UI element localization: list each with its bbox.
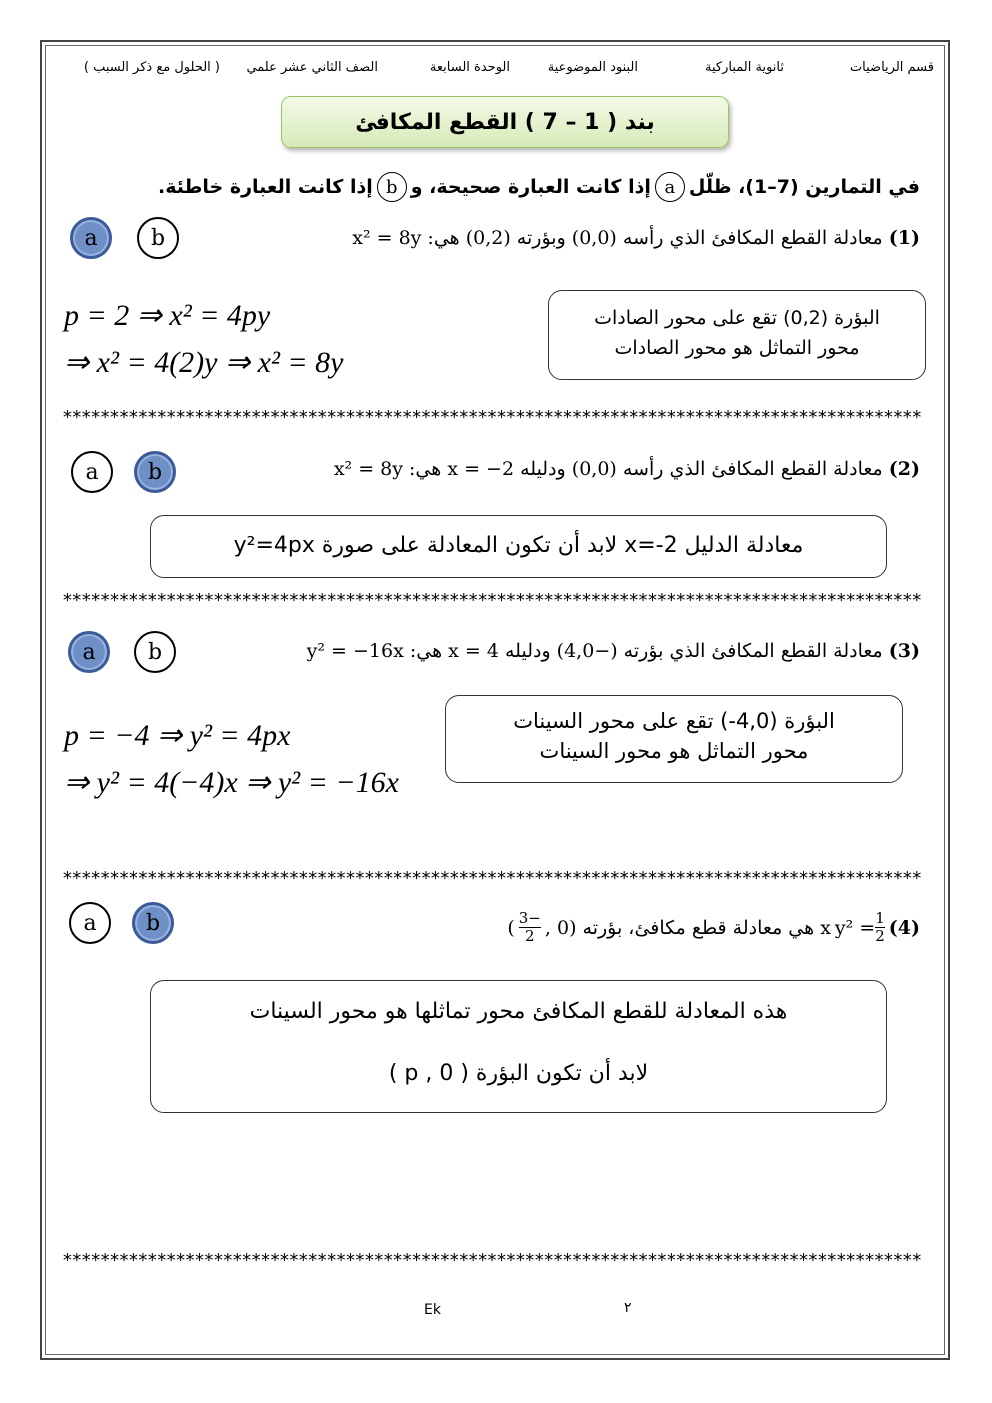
q3-explanation-line2: محور التماثل هو محور السينات — [539, 739, 809, 763]
question-2-statement: معادلة القطع المكافئ الذي رأسه (0,0) ودليله x = −2 هي: x² = 8y — [333, 458, 883, 480]
footer-page-number: ٢ — [624, 1300, 632, 1316]
separator-1: ******************************************************************************************* — [62, 407, 921, 428]
instructions-option-a: a — [655, 172, 685, 202]
q1-option-a[interactable]: a — [70, 217, 112, 259]
question-4-equation — [835, 910, 885, 945]
question-4-statement-mid: x هي معادلة قطع مكافئ، بؤرته (0 , — [544, 916, 831, 939]
header-school: ثانوية المباركية — [705, 60, 784, 75]
q2-option-a[interactable]: a — [71, 451, 113, 493]
q3-explanation-box — [445, 695, 903, 783]
question-4-fraction-num: 1 — [875, 909, 885, 927]
question-3-number: (3) — [888, 640, 920, 662]
question-4-focus-fraction — [519, 910, 541, 945]
q3-work-line1: p = −4 ⇒ y² = 4px — [64, 719, 291, 752]
question-4-focus-den: 2 — [525, 927, 535, 945]
question-4-fraction — [875, 910, 885, 945]
q1-explanation-line1: البؤرة (0,2) تقع على محور الصادات — [594, 307, 880, 329]
question-1 — [352, 227, 920, 249]
header-section-type: البنود الموضوعية — [547, 60, 638, 75]
q2-option-b[interactable]: b — [134, 451, 176, 493]
q1-explanation-box — [548, 290, 926, 380]
instructions-part2: إذا كانت العبارة صحيحة، و — [410, 176, 651, 198]
header-note: ( الحلول مع ذكر السبب ) — [83, 60, 220, 75]
instructions-part3: إذا كانت العبارة خاطئة. — [158, 176, 373, 198]
q1-work-line2: ⇒ x² = 4(2)y ⇒ x² = 8y — [64, 346, 344, 379]
instructions — [158, 172, 920, 202]
question-4-fraction-den: 2 — [875, 927, 885, 945]
question-4-statement-end: ) — [507, 916, 515, 939]
instructions-part1: في التمارين (7–1)، ظلّل — [688, 176, 920, 198]
header-department: قسم الرياضيات — [849, 60, 934, 75]
instructions-option-b: b — [377, 172, 407, 202]
q2-explanation-box — [150, 515, 887, 578]
q3-work-line2: ⇒ y² = 4(−4)x ⇒ y² = −16x — [64, 766, 399, 799]
question-3 — [307, 640, 920, 662]
q1-work-line1: p = 2 ⇒ x² = 4py — [64, 299, 271, 332]
q1-option-b[interactable]: b — [137, 217, 179, 259]
q3-option-b[interactable]: b — [134, 631, 176, 673]
header-unit: الوحدة السابعة — [429, 60, 510, 75]
question-4-number: (4) — [888, 916, 920, 939]
separator-2: ******************************************************************************************* — [62, 590, 921, 611]
question-3-statement: معادلة القطع المكافئ الذي بؤرته (−4,0) ودليله x = 4 هي: y² = −16x — [306, 640, 883, 662]
section-title: بند ( 1 – 7 ) القطع المكافئ — [281, 96, 729, 148]
q2-explanation-line1: معادلة الدليل x=-2 لابد أن تكون المعادلة على صورة y²=4px — [233, 533, 804, 558]
separator-4: ******************************************************************************************* — [62, 1250, 921, 1271]
q4-explanation-box — [150, 980, 887, 1113]
question-1-statement: معادلة القطع المكافئ الذي رأسه (0,0) وبؤرته (0,2) هي: x² = 8y — [352, 227, 883, 249]
separator-3: ******************************************************************************************* — [62, 868, 921, 889]
footer-author: Ek — [424, 1302, 441, 1318]
q1-explanation-line2: محور التماثل هو محور الصادات — [614, 337, 860, 359]
question-1-number: (1) — [888, 227, 920, 249]
question-2 — [334, 458, 920, 480]
q4-option-a[interactable]: a — [69, 902, 111, 944]
question-4-eq-lhs: y² = — [834, 916, 876, 939]
q4-explanation-line2: لابد أن تكون البؤرة ( p , 0 ) — [388, 1061, 649, 1086]
q3-option-a[interactable]: a — [68, 631, 110, 673]
header-grade: الصف الثاني عشر علمي — [246, 60, 378, 75]
q4-explanation-line1: هذه المعادلة للقطع المكافئ محور تماثلها هو محور السينات — [249, 999, 788, 1024]
q4-option-b[interactable]: b — [132, 902, 174, 944]
question-4 — [507, 910, 920, 945]
question-2-number: (2) — [888, 458, 920, 480]
question-4-focus-num: −3 — [518, 909, 541, 927]
q3-explanation-line1: البؤرة (4,0-) تقع على محور السينات — [513, 709, 835, 733]
